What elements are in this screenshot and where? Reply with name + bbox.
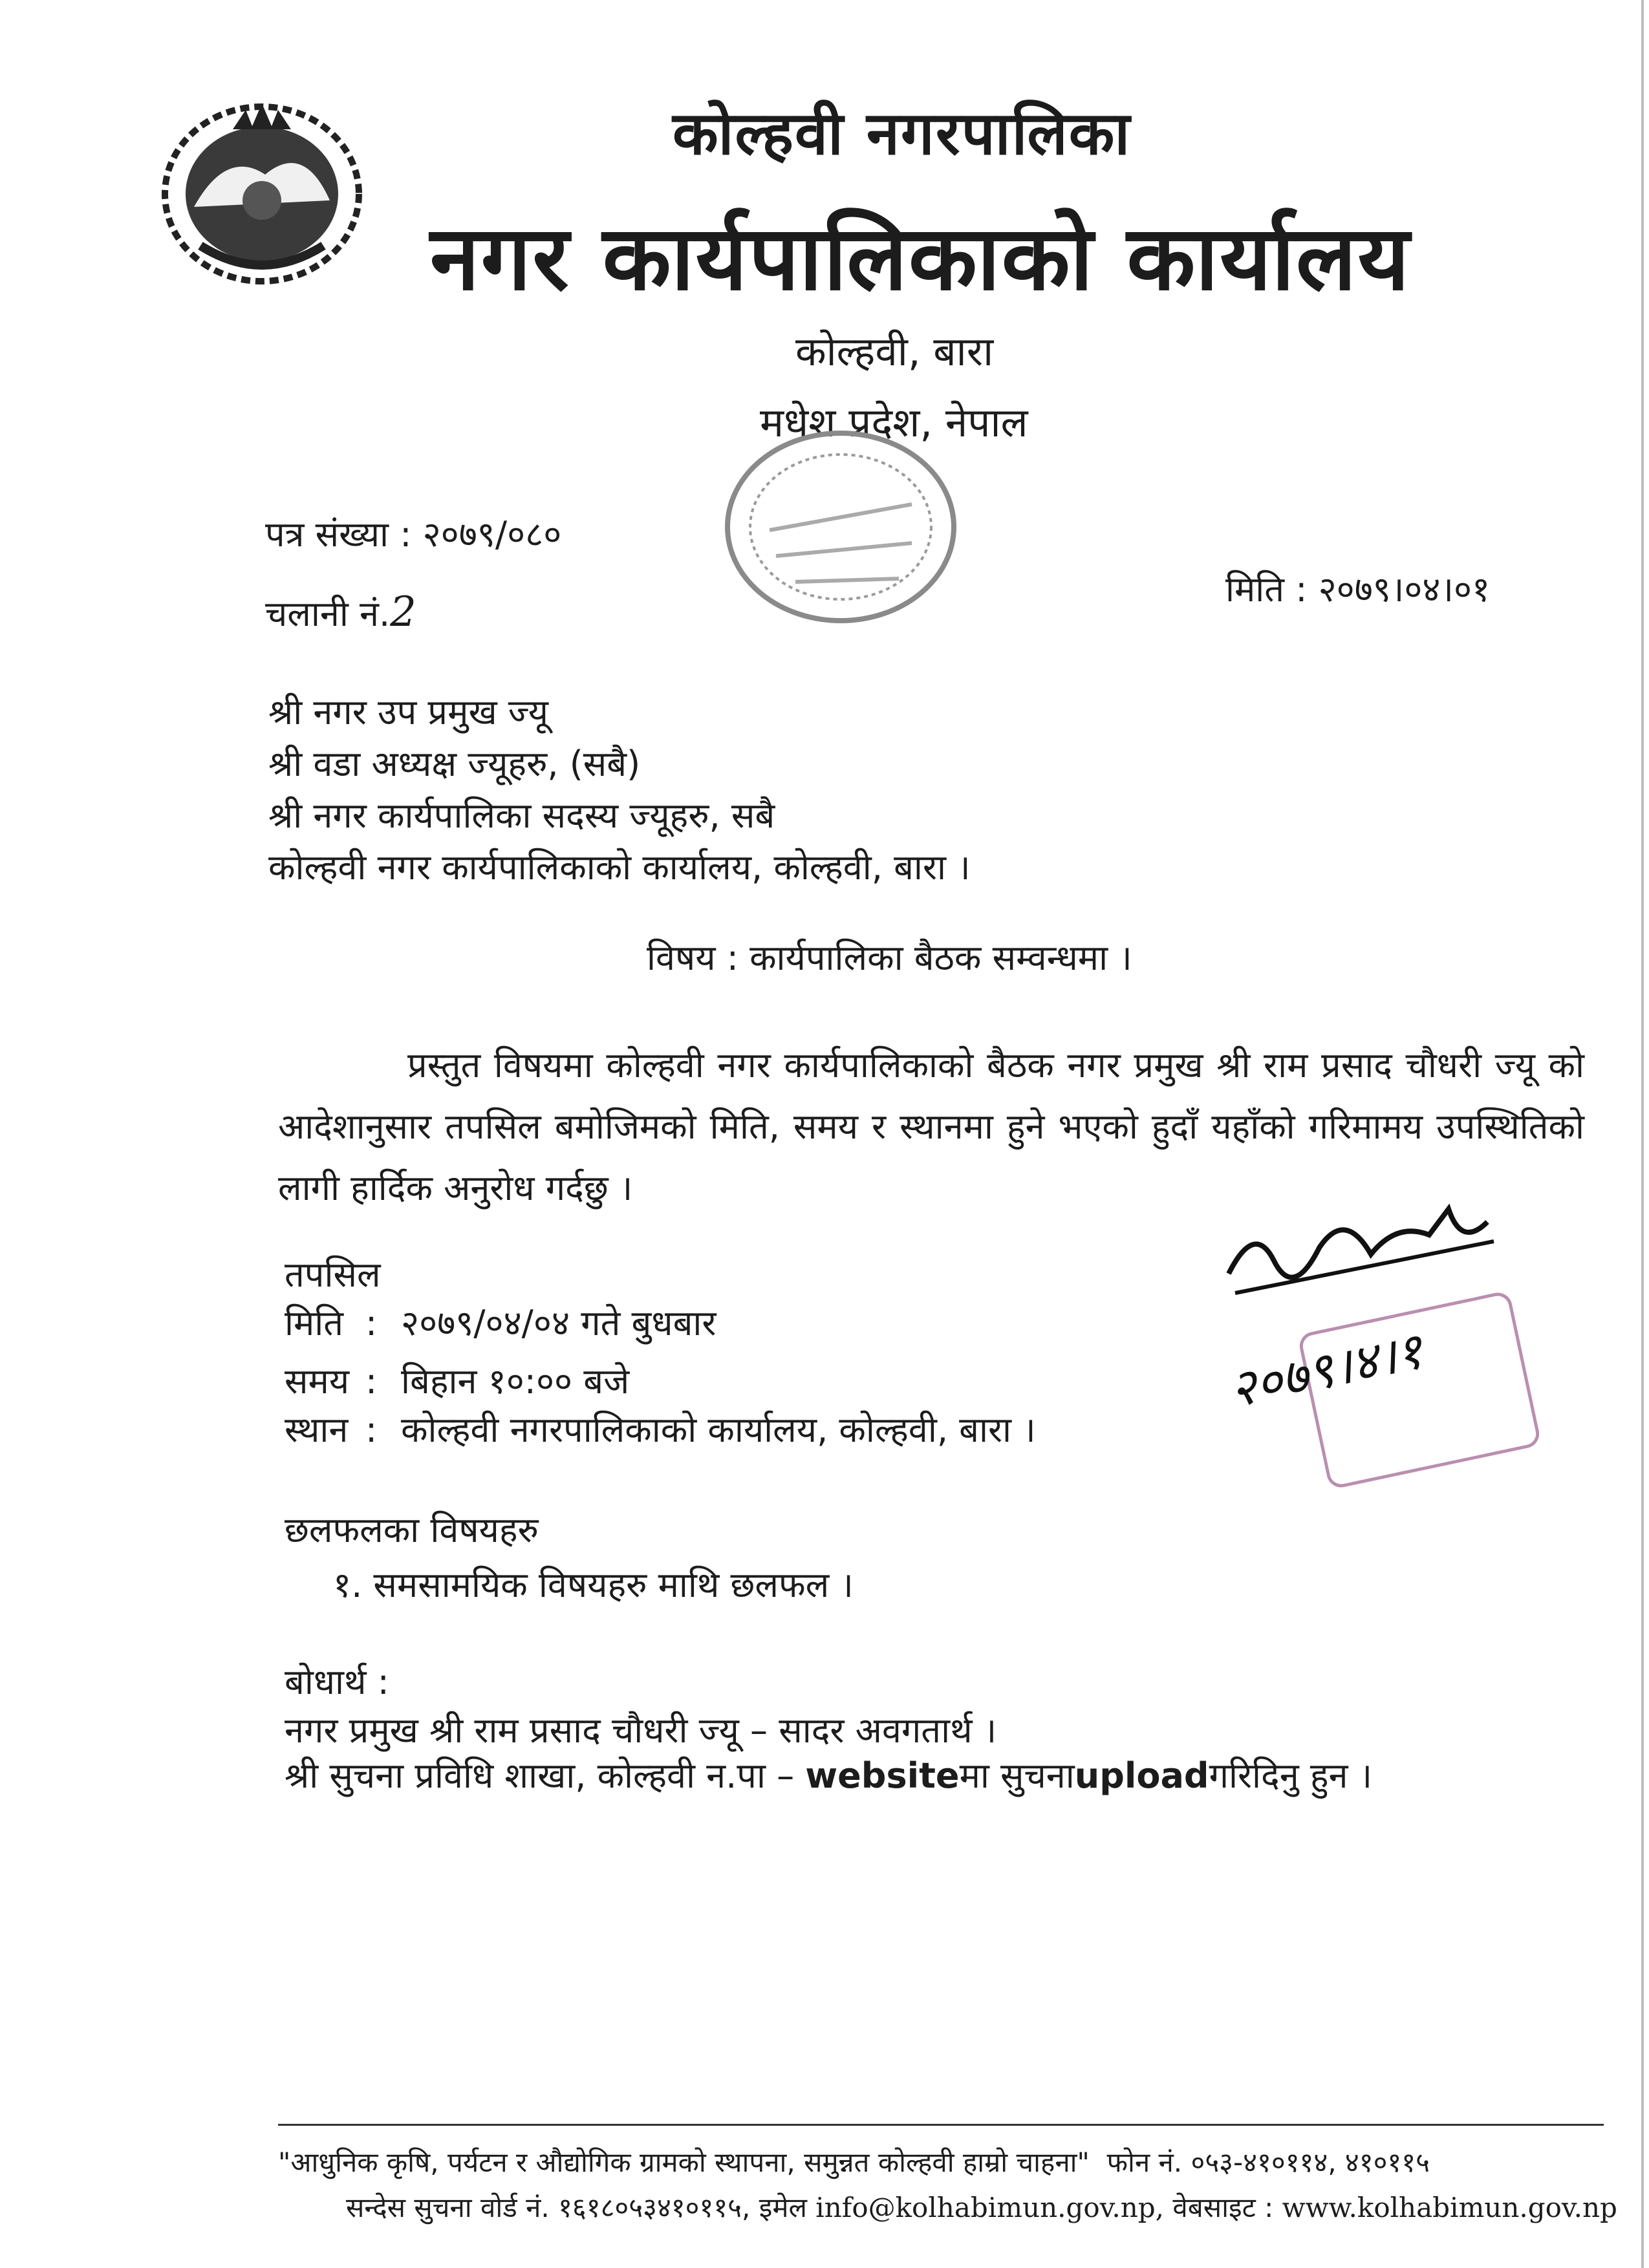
nepal-emblem-icon — [155, 91, 369, 291]
letter-date: मिति : २०७९।०४।०१ — [1225, 569, 1491, 610]
recipient-line: श्री वडा अध्यक्ष ज्यूहरु, (सबै) — [268, 744, 641, 784]
footer-sms-board: सन्देस सुचना वोर्ड नं. १६१८०५३४१०११५, — [346, 2192, 751, 2223]
schedule-date-value: २०७९/०४/०४ गते बुधबार — [401, 1303, 717, 1343]
office-name: नगर कार्यपालिकाको कार्यालय — [430, 206, 1411, 310]
footer-website-label: वेबसाइट : — [1172, 2192, 1274, 2223]
recipient-line: श्री नगर उप प्रमुख ज्यू — [268, 692, 548, 733]
footer-divider — [278, 2124, 1604, 2126]
schedule-time-value: बिहान १०:०० बजे — [401, 1361, 630, 1402]
body-paragraph: प्रस्तुत विषयमा कोल्हवी नगर कार्यपालिकाको बैठक नगर प्रमुख श्री राम प्रसाद चौधरी ज्यू को आदेशानुसार तपसिल बमोजिमको मिति, समय र स्थानमा हुने भएको हुदाँ यहाँको गरिमामय उपस्थितिको लागी हार्दिक अनुरोध गर्दछु । — [278, 1045, 1584, 1208]
municipality-name: कोल्हवी नगरपालिका — [673, 99, 1132, 168]
schedule-time-label: समय — [285, 1361, 350, 1402]
cc-line-suffix: गरिदिनु हुन । — [1209, 1755, 1373, 1796]
office-seal-stamp — [718, 420, 964, 627]
schedule-heading: तपसिल — [285, 1254, 381, 1295]
cc-line: नगर प्रमुख श्री राम प्रसाद चौधरी ज्यू – सादर अवगतार्थ । — [285, 1710, 997, 1751]
cc-heading: बोधार्थ : — [285, 1662, 389, 1702]
cc-line-prefix: श्री सुचना प्रविधि शाखा, कोल्हवी न.पा – — [285, 1755, 806, 1796]
cc-line-bold: upload — [1074, 1755, 1209, 1796]
cc-line-bold: website — [805, 1755, 960, 1796]
schedule-colon: : — [365, 1303, 378, 1343]
schedule-date-label: मिति — [285, 1303, 344, 1343]
agenda-item: १. समसामयिक विषयहरु माथि छलफल । — [333, 1565, 854, 1605]
schedule-venue-label: स्थान — [285, 1409, 349, 1450]
signature-date: २०७९।४।१ — [1224, 1321, 1428, 1420]
footer-phone: फोन नं. ०५३-४१०११४, ४१०११५ — [1106, 2146, 1430, 2178]
cc-line-mid: मा सुचना — [959, 1755, 1075, 1796]
schedule-colon: : — [365, 1409, 378, 1450]
footer-line-1 — [278, 2143, 1430, 2180]
reference-number: पत्र संख्या : २०७९/०८० — [265, 514, 562, 555]
dispatch-number-value: 2 — [390, 588, 416, 636]
agenda-heading: छलफलका विषयहरु — [285, 1510, 539, 1550]
page-edge — [1641, 0, 1644, 2268]
schedule-venue-value: कोल्हवी नगरपालिकाको कार्यालय, कोल्हवी, बारा । — [401, 1409, 1036, 1450]
address-line-2: मधेश प्रदेश, नेपाल — [760, 399, 1028, 446]
footer-email-label: इमेल — [759, 2192, 807, 2223]
signature-with-stamp — [1216, 1183, 1552, 1519]
letter-subject: विषय : कार्यपालिका बैठक सम्वन्धमा । — [647, 937, 1132, 978]
footer-motto: "आधुनिक कृषि, पर्यटन र औद्योगिक ग्रामको स्थापना, समुन्नत कोल्हवी हाम्रो चाहना" — [278, 2146, 1090, 2178]
dispatch-number — [265, 588, 416, 636]
footer-website[interactable]: www.kolhabimun.gov.np — [1282, 2192, 1617, 2223]
address-line-1: कोल्हवी, बारा — [795, 328, 994, 375]
cc-line — [285, 1755, 1373, 1796]
footer-email[interactable]: info@kolhabimun.gov.np, — [815, 2192, 1165, 2223]
dispatch-number-label: चलानी नं. — [265, 594, 391, 634]
recipient-line: श्री नगर कार्यपालिका सदस्य ज्यूहरु, सबै — [268, 795, 775, 836]
schedule-colon: : — [365, 1361, 378, 1402]
recipient-line: कोल्हवी नगर कार्यपालिकाको कार्यालय, कोल्हवी, बारा । — [268, 847, 971, 888]
footer-line-2 — [346, 2188, 1617, 2225]
